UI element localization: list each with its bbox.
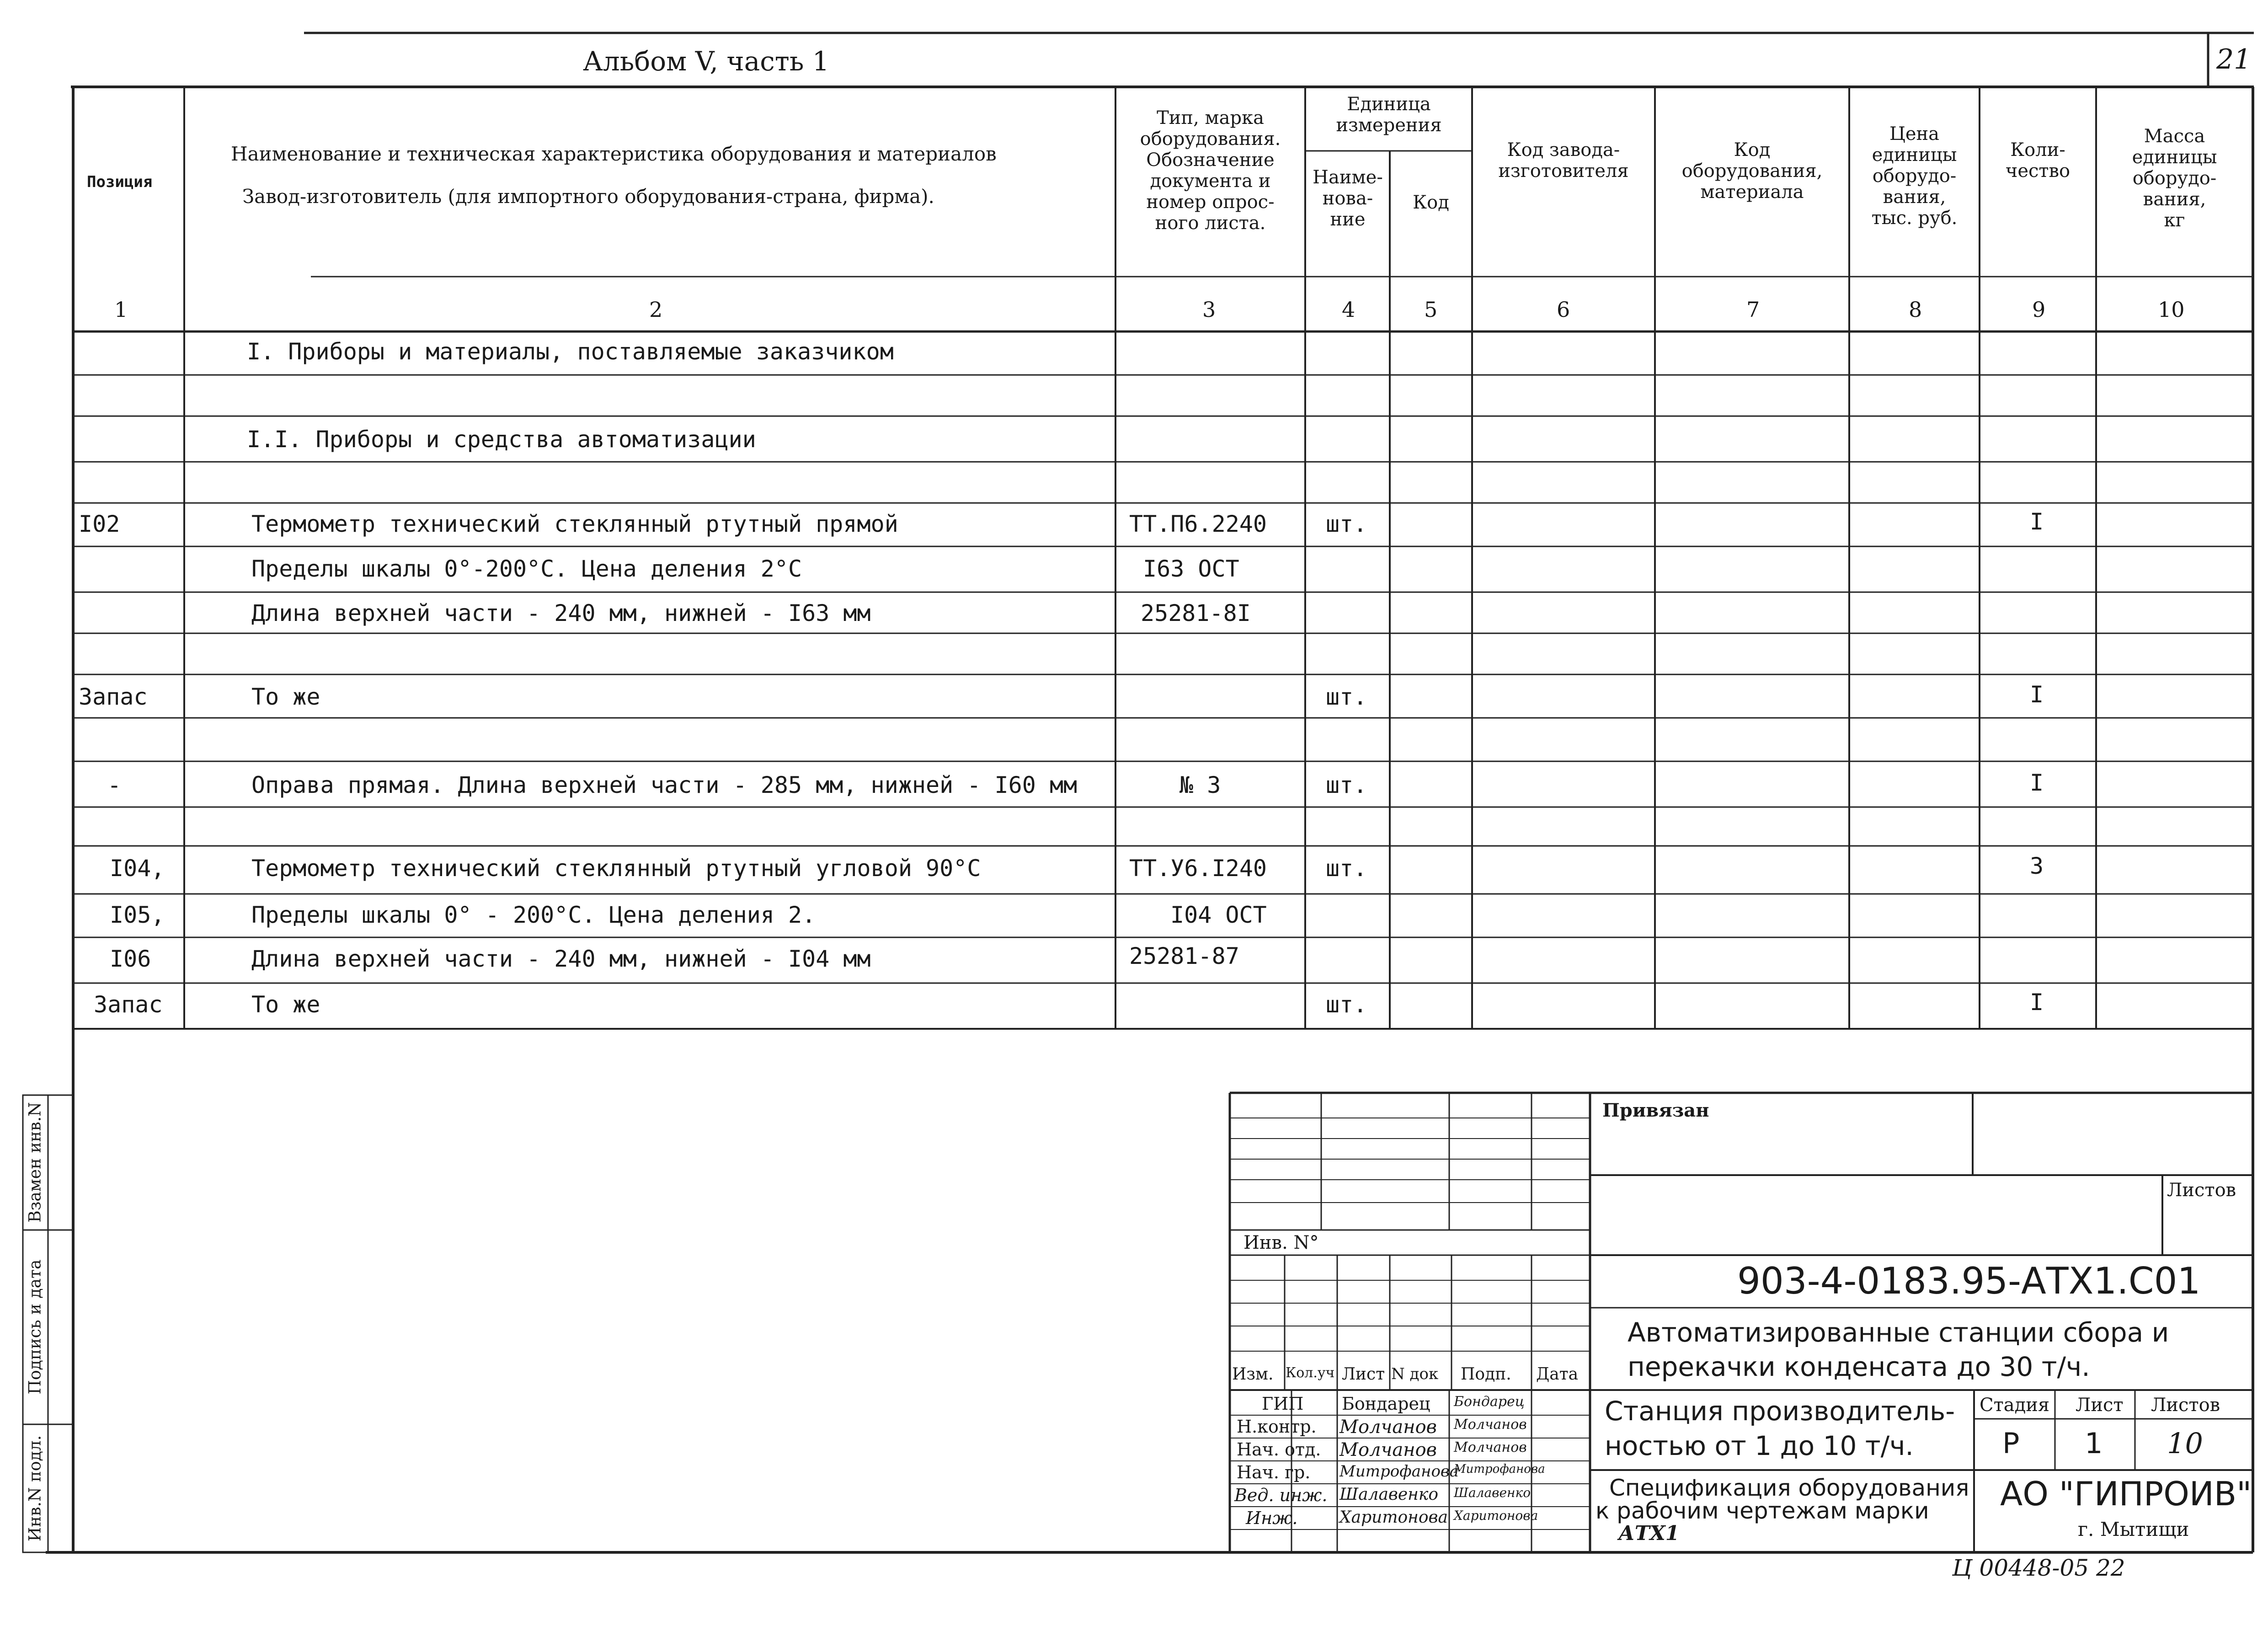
stamp-inventory-number: Инв. N° — [1243, 1232, 1319, 1253]
column-number: 5 — [1424, 297, 1438, 322]
stamp-role: ГИП — [1262, 1394, 1304, 1414]
header-unit-name-line: ние — [1330, 209, 1366, 230]
spec-line3: АТХ1 — [1618, 1522, 1680, 1545]
column-number: 7 — [1746, 297, 1760, 322]
column-number: 9 — [2032, 297, 2046, 322]
row-name: Пределы шкалы 0° - 200°С. Цена деления 2. — [251, 902, 816, 928]
project-title-line1: Автоматизированные станции сбора и — [1628, 1317, 2169, 1348]
sheet-label: Лист — [2076, 1395, 2124, 1416]
organization-city: г. Мытищи — [2078, 1518, 2189, 1540]
header-type-line: номер опрос- — [1146, 192, 1275, 213]
header-equipment-code-line: материала — [1700, 182, 1804, 203]
stamp-signature: Бондарец — [1454, 1394, 1525, 1410]
header-unit-line: Единица — [1347, 94, 1431, 115]
sheet-value: 1 — [2085, 1427, 2103, 1460]
stamp-sheets-count-label: Листов — [2167, 1180, 2236, 1201]
header-unit-name-line: нова- — [1322, 188, 1373, 209]
header-type-line: Обозначение — [1146, 150, 1275, 171]
station-line2: ностью от 1 до 10 т/ч. — [1605, 1430, 1914, 1461]
album-title: Альбом V, часть 1 — [583, 46, 829, 77]
column-number: 3 — [1202, 297, 1216, 322]
row-unit: шт. — [1326, 855, 1367, 882]
row-name: Термометр технический стеклянный ртутный угловой 90°С — [251, 855, 981, 882]
header-unit-code: Код — [1413, 192, 1449, 213]
stamp-privyazan: Привязан — [1602, 1100, 1709, 1121]
row-quantity: 3 — [2030, 853, 2044, 879]
row-quantity: I — [2030, 989, 2044, 1016]
header-mass-line: единицы — [2132, 147, 2217, 168]
header-position: Позиция — [87, 173, 153, 191]
header-type-line: документа и — [1150, 171, 1271, 192]
stamp-person-name: Харитонова — [1339, 1508, 1448, 1527]
header-mass — [2097, 126, 2252, 231]
header-price-line: оборудо- — [1872, 166, 1957, 187]
header-equipment-code-line: оборудования, — [1681, 160, 1823, 182]
row-type: 25281-8I — [1141, 600, 1251, 626]
sheets-label: Листов — [2151, 1395, 2220, 1416]
stamp-role: Нач. гр. — [1237, 1462, 1311, 1482]
header-unit-group — [1307, 94, 1471, 136]
row-name: I.I. Приборы и средства автоматизации — [247, 426, 756, 453]
stage-value: Р — [2002, 1427, 2020, 1460]
stamp-person-name: Шалавенко — [1339, 1485, 1439, 1504]
row-position: Запас — [79, 684, 148, 710]
row-name: Длина верхней части - 240 мм, нижней - I04 мм — [251, 946, 871, 972]
header-type — [1118, 107, 1303, 234]
header-type-line: Тип, марка — [1157, 107, 1264, 128]
header-price-line: тыс. руб. — [1871, 208, 1958, 229]
row-type: № 3 — [1179, 772, 1221, 798]
row-name: Оправа прямая. Длина верхней части - 285 мм, нижней - I60 мм — [251, 772, 1078, 798]
row-name: То же — [251, 684, 320, 710]
column-number: 8 — [1909, 297, 1922, 322]
row-name: Термометр технический стеклянный ртутный прямой — [251, 511, 898, 537]
row-type: ТТ.П6.2240 — [1129, 511, 1267, 537]
stamp-role: Нач. отд. — [1237, 1439, 1321, 1460]
sheets-value: 10 — [2167, 1427, 2203, 1460]
stamp-col-head: N док — [1391, 1365, 1439, 1383]
header-factory-code — [1473, 139, 1654, 182]
header-mass-line: вания, — [2143, 189, 2206, 210]
stamp-person-name: Бондарец — [1342, 1394, 1430, 1414]
row-name: I. Приборы и материалы, поставляемые заказчиком — [247, 338, 894, 365]
header-quantity-line: чество — [2005, 160, 2071, 182]
header-mass-line: кг — [2164, 210, 2185, 231]
header-factory-code-line: изготовителя — [1498, 160, 1629, 182]
header-equipment-code — [1656, 139, 1848, 203]
row-type: ТТ.У6.I240 — [1129, 855, 1267, 882]
stamp-col-head: Кол.уч — [1286, 1365, 1335, 1381]
column-number: 2 — [649, 297, 663, 322]
sheet-number: 21 — [2216, 43, 2252, 75]
project-title-line2: перекачки конденсата до 30 т/ч. — [1628, 1351, 2090, 1382]
side-label-signature-date: Подпись и дата — [26, 1259, 45, 1395]
header-quantity-line: Коли- — [2010, 139, 2065, 160]
row-name: То же — [251, 991, 320, 1018]
row-quantity: I — [2030, 770, 2044, 796]
stamp-col-head: Изм. — [1232, 1365, 1274, 1384]
header-name-line1: Наименование и техническая характеристика оборудования и материалов — [231, 143, 997, 165]
column-number: 6 — [1557, 297, 1570, 322]
stage-label: Стадия — [1980, 1395, 2050, 1416]
header-price-line: единицы — [1872, 144, 1957, 166]
stamp-role: Н.контр. — [1237, 1417, 1317, 1437]
footer-code: Ц 00448-05 22 — [1952, 1555, 2125, 1581]
stamp-col-head: Подп. — [1461, 1365, 1511, 1384]
row-unit: шт. — [1326, 511, 1367, 537]
header-mass-line: Масса — [2144, 126, 2205, 147]
row-position: - — [107, 772, 122, 798]
row-position: Запас — [94, 991, 163, 1018]
stamp-person-name: Молчанов — [1339, 1439, 1437, 1460]
spec-line2: к рабочим чертежам марки — [1596, 1497, 1929, 1524]
row-type: 25281-87 — [1129, 943, 1239, 969]
header-name-line2: Завод-изготовитель (для импортного оборудования-страна, фирма). — [242, 185, 934, 208]
row-unit: шт. — [1326, 684, 1367, 710]
row-position: I04, — [110, 855, 165, 882]
stamp-signature: Харитонова — [1454, 1508, 1538, 1523]
row-position: I02 — [79, 511, 120, 537]
stamp-signature: Молчанов — [1454, 1439, 1527, 1455]
spec-line1: Спецификация оборудования — [1609, 1475, 1969, 1501]
column-number: 1 — [114, 297, 128, 322]
stamp-signature: Молчанов — [1454, 1417, 1527, 1433]
header-unit-line: измерения — [1336, 115, 1442, 136]
header-price-line: Цена — [1889, 123, 1940, 144]
header-mass-line: оборудо- — [2132, 168, 2217, 189]
stamp-person-name: Молчанов — [1339, 1417, 1437, 1438]
header-type-line: оборудования. — [1140, 128, 1281, 150]
header-unit-name-line: Наиме- — [1313, 167, 1383, 188]
stamp-col-head: Лист — [1342, 1365, 1385, 1384]
station-line1: Станция производитель- — [1605, 1396, 1955, 1427]
stamp-person-name: Митрофанова — [1339, 1462, 1459, 1481]
row-unit: шт. — [1326, 991, 1367, 1018]
stamp-col-head: Дата — [1536, 1365, 1579, 1384]
header-equipment-code-line: Код — [1734, 139, 1771, 160]
side-label-replacement: Взамен инв.N — [26, 1102, 45, 1223]
side-label-inventory: Инв.N подл. — [26, 1435, 45, 1542]
header-price-line: вания, — [1883, 187, 1946, 208]
row-quantity: I — [2030, 508, 2044, 535]
document-code: 903-4-0183.95-АТХ1.С01 — [1737, 1260, 2201, 1302]
header-factory-code-line: Код завода- — [1507, 139, 1620, 160]
stamp-role: Вед. инж. — [1234, 1485, 1328, 1505]
stamp-role: Инж. — [1246, 1508, 1298, 1528]
row-quantity: I — [2030, 681, 2044, 708]
row-position: I06 — [110, 946, 151, 972]
header-quantity — [1980, 139, 2095, 182]
row-type: I04 ОСТ — [1170, 902, 1267, 928]
header-type-line: ного листа. — [1155, 213, 1266, 234]
header-price — [1850, 123, 1979, 229]
row-name: Пределы шкалы 0°-200°С. Цена деления 2°С — [251, 556, 802, 582]
row-position: I05, — [110, 902, 165, 928]
stamp-signature: Митрофанова — [1454, 1462, 1545, 1476]
header-unit-name — [1307, 167, 1389, 230]
row-unit: шт. — [1326, 772, 1367, 798]
stamp-signature: Шалавенко — [1454, 1485, 1531, 1500]
column-number: 10 — [2158, 297, 2185, 322]
organization-name: АО "ГИПРОИВ" — [2000, 1475, 2252, 1513]
column-number: 4 — [1342, 297, 1355, 322]
row-type: I63 ОСТ — [1143, 556, 1239, 582]
row-name: Длина верхней части - 240 мм, нижней - I63 мм — [251, 600, 871, 626]
